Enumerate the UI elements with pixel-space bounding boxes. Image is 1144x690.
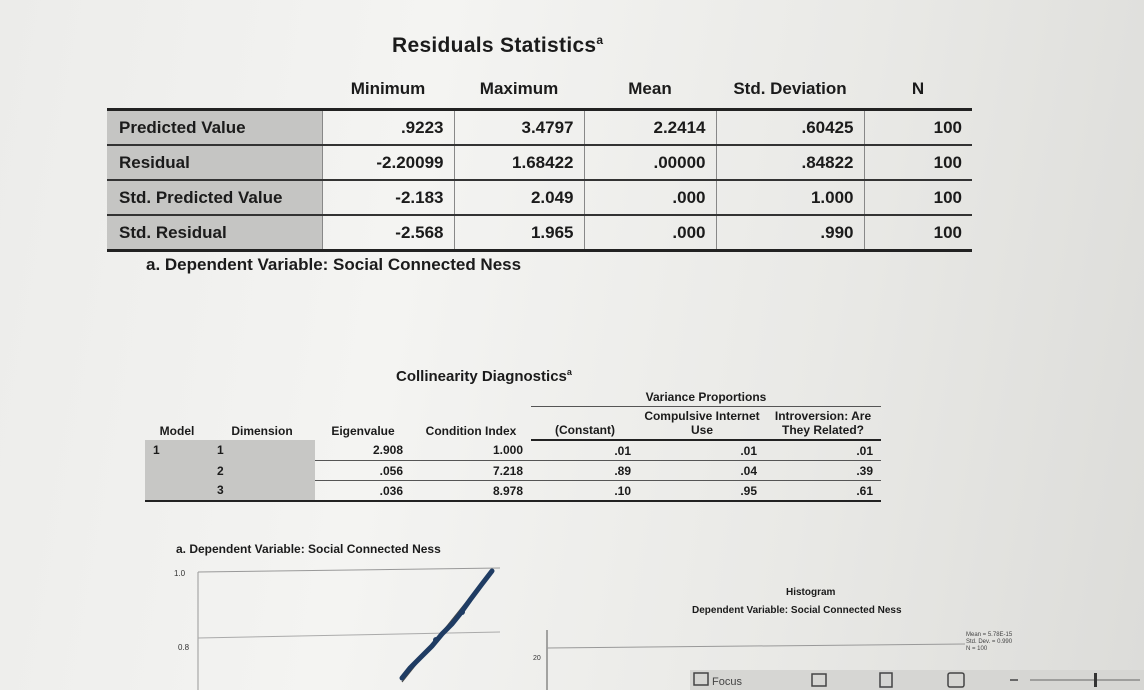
header-variance-proportions: Variance Proportions xyxy=(531,388,881,407)
residuals-footnote: a. Dependent Variable: Social Connected Ness xyxy=(146,255,522,274)
cell-introversion: .61 xyxy=(765,481,881,502)
collinearity-footnote: a. Dependent Variable: Social Connected Ness xyxy=(176,542,441,556)
cell-compulsive: .95 xyxy=(639,481,765,502)
cell-condition: 1.000 xyxy=(411,440,531,461)
header-dimension: Dimension xyxy=(231,424,293,438)
histogram-stat-n: N = 100 xyxy=(966,646,988,652)
header-model: Model xyxy=(159,424,195,438)
pp-frame-top xyxy=(198,568,500,572)
residuals-table xyxy=(107,70,972,252)
cell-min: -2.183 xyxy=(322,180,454,215)
collinearity-title-text: Collinearity Diagnostics xyxy=(396,368,567,385)
collinearity-header-row-1 xyxy=(145,388,881,407)
focus-label: Focus xyxy=(712,676,742,688)
cell-constant: .10 xyxy=(531,481,639,502)
cell-model xyxy=(145,481,209,502)
histogram-y-tick: 20 xyxy=(533,655,541,662)
header-condition-index: Condition Index xyxy=(425,424,517,438)
residuals-header-mean: Mean xyxy=(584,70,716,110)
pp-point xyxy=(459,609,465,615)
cell-model: 1 xyxy=(145,440,209,461)
cell-n: 100 xyxy=(864,110,972,146)
header-compulsive: Compulsive Internet Use xyxy=(639,407,765,441)
collinearity-table xyxy=(145,388,881,502)
histogram-subtitle: Dependent Variable: Social Connected Ness xyxy=(692,605,902,616)
residuals-header-n: N xyxy=(864,70,972,110)
cell-eigenvalue: .056 xyxy=(315,461,411,481)
residuals-title-sup: a xyxy=(596,33,604,47)
row-label: Std. Predicted Value xyxy=(107,180,322,215)
table-row xyxy=(145,461,881,481)
cell-dimension: 3 xyxy=(209,481,315,502)
cell-n: 100 xyxy=(864,145,972,180)
cell-eigenvalue: .036 xyxy=(315,481,411,502)
cell-compulsive: .01 xyxy=(639,440,765,461)
pp-y-top-label: 1.0 xyxy=(174,569,186,578)
cell-mean: .00000 xyxy=(584,145,716,180)
table-row xyxy=(107,180,972,215)
cell-std: .990 xyxy=(716,215,864,251)
residuals-header-min: Minimum xyxy=(322,70,454,110)
cell-min: -2.568 xyxy=(322,215,454,251)
cell-eigenvalue: 2.908 xyxy=(315,440,411,461)
cell-mean: .000 xyxy=(584,215,716,251)
cell-min: -2.20099 xyxy=(322,145,454,180)
cell-dimension: 2 xyxy=(209,461,315,481)
cell-condition: 8.978 xyxy=(411,481,531,502)
table-row xyxy=(145,440,881,461)
table-row xyxy=(145,481,881,502)
pp-y-mid-label: 0.8 xyxy=(178,643,190,652)
histogram-gridline xyxy=(547,644,965,648)
table-row xyxy=(107,110,972,146)
cell-n: 100 xyxy=(864,215,972,251)
cell-max: 2.049 xyxy=(454,180,584,215)
residuals-header-std: Std. Deviation xyxy=(716,70,864,110)
residuals-header-row xyxy=(107,70,972,110)
row-label: Std. Residual xyxy=(107,215,322,251)
histogram-title: Histogram xyxy=(786,587,836,598)
cell-condition: 7.218 xyxy=(411,461,531,481)
cell-n: 100 xyxy=(864,180,972,215)
row-label: Predicted Value xyxy=(107,110,322,146)
header-eigenvalue: Eigenvalue xyxy=(331,424,395,438)
row-label: Residual xyxy=(107,145,322,180)
zoom-slider-thumb[interactable] xyxy=(1094,673,1097,687)
cell-mean: 2.2414 xyxy=(584,110,716,146)
cell-min: .9223 xyxy=(322,110,454,146)
cell-max: 1.68422 xyxy=(454,145,584,180)
header-introversion: Introversion: Are They Related? xyxy=(765,407,881,441)
cell-compulsive: .04 xyxy=(639,461,765,481)
header-constant: (Constant) xyxy=(531,407,639,441)
table-row xyxy=(107,215,972,251)
table-row xyxy=(107,145,972,180)
pp-gridline xyxy=(198,632,500,638)
cell-std: .84822 xyxy=(716,145,864,180)
cell-model xyxy=(145,461,209,481)
cell-std: .60425 xyxy=(716,110,864,146)
histogram-stat-mean: Mean = 5.78E-15 xyxy=(966,632,1013,638)
cell-constant: .89 xyxy=(531,461,639,481)
residuals-title xyxy=(392,33,603,58)
cell-max: 3.4797 xyxy=(454,110,584,146)
residuals-header-max: Maximum xyxy=(454,70,584,110)
taskbar xyxy=(690,670,1144,690)
collinearity-title-sup: a xyxy=(566,367,572,377)
residuals-title-text: Residuals Statistics xyxy=(392,34,597,57)
residuals-header-blank xyxy=(107,70,322,110)
cell-mean: .000 xyxy=(584,180,716,215)
cell-std: 1.000 xyxy=(716,180,864,215)
pp-plot xyxy=(170,562,590,690)
cell-dimension: 1 xyxy=(209,440,315,461)
pp-point xyxy=(433,637,439,643)
pp-observed-points xyxy=(402,571,492,678)
histogram-stat-sd: Std. Dev. = 0.990 xyxy=(966,639,1013,645)
collinearity-title xyxy=(396,367,572,385)
cell-introversion: .39 xyxy=(765,461,881,481)
cell-max: 1.965 xyxy=(454,215,584,251)
cell-constant: .01 xyxy=(531,440,639,461)
cell-introversion: .01 xyxy=(765,440,881,461)
